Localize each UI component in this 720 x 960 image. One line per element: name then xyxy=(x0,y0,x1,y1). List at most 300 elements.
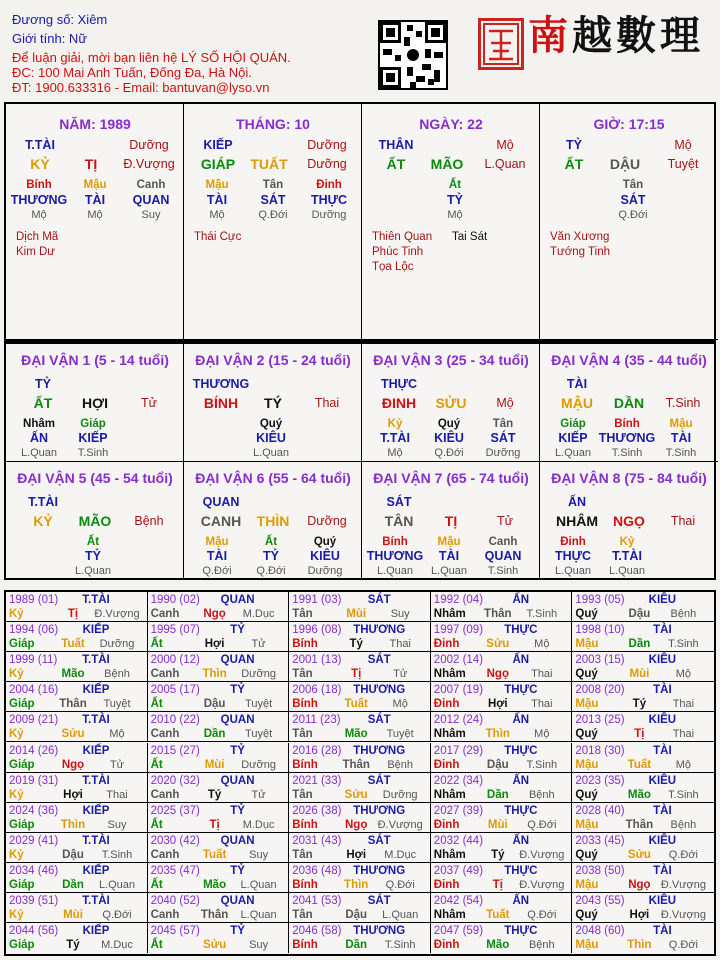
year-stem: Đinh xyxy=(433,698,460,711)
year-branch: Mão xyxy=(203,878,227,891)
year-cell xyxy=(289,773,431,803)
year-stage: Đ.Vượng xyxy=(519,848,565,861)
year-ten-god: TỶ xyxy=(230,744,245,757)
year-stem: Ất xyxy=(150,638,163,651)
year-branch: Dần xyxy=(345,939,368,952)
year-label: 1990 (02) xyxy=(150,594,200,606)
hidden-stem: Ất xyxy=(264,536,278,548)
year-stage: Mộ xyxy=(534,638,550,651)
year-ten-god: THƯƠNG xyxy=(353,925,406,938)
year-stem: Giáp xyxy=(9,939,35,952)
year-label: 2020 (32) xyxy=(150,774,200,787)
dai-van-cell xyxy=(362,462,540,578)
year-cell xyxy=(6,833,148,863)
hidden-stage: Dưỡng xyxy=(485,447,521,459)
year-label: 2000 (12) xyxy=(150,654,200,667)
year-cell xyxy=(148,743,290,773)
year-stem: Kỷ xyxy=(9,909,24,921)
hidden-stage: L.Quan xyxy=(74,565,112,577)
year-label: 2043 (55) xyxy=(575,895,625,907)
pillar-cell xyxy=(540,104,718,340)
year-stem: Quý xyxy=(575,668,598,681)
year-label: 1989 (01) xyxy=(9,594,59,606)
year-ten-god: T.TÀI xyxy=(82,594,110,606)
hidden-stage: Mộ xyxy=(31,209,47,221)
year-stem: Kỷ xyxy=(9,668,24,681)
year-label: 2046 (58) xyxy=(292,925,342,938)
year-branch: Tị xyxy=(634,728,645,741)
hidden-ten-god: QUAN xyxy=(484,549,522,563)
year-stage: Thai xyxy=(389,638,411,651)
year-cell xyxy=(289,923,431,953)
year-label: 2019 (31) xyxy=(9,774,59,787)
year-label: 2048 (60) xyxy=(575,925,625,938)
dai-van-title: ĐẠI VẬN 3 (25 - 34 tuổi) xyxy=(373,352,529,368)
year-stem: Mậu xyxy=(575,638,599,651)
year-cell xyxy=(431,592,573,622)
year-stem: Tân xyxy=(292,668,313,681)
hidden-stem: Quý xyxy=(259,418,283,430)
year-stem: Canh xyxy=(150,909,180,921)
year-stem: Ất xyxy=(150,939,163,952)
year-branch: Sửu xyxy=(344,788,368,801)
year-stem: Giáp xyxy=(9,638,35,651)
hidden-stem: Kỷ xyxy=(619,536,635,548)
year-stem: Kỷ xyxy=(9,728,24,741)
year-ten-god: T.TÀI xyxy=(82,654,110,667)
year-stem: Đinh xyxy=(433,878,460,891)
contact-invite: Để luận giải, mời bạn liên hệ LÝ SỐ HỘI QUÁN. xyxy=(12,50,291,65)
year-branch: Mão xyxy=(61,668,85,681)
year-stage: L.Quan xyxy=(382,909,419,921)
year-stage: Q.Đới xyxy=(527,818,557,831)
year-cell xyxy=(431,622,573,652)
year-stage: Dưỡng xyxy=(99,638,135,651)
hidden-stage: Mộ xyxy=(209,209,225,221)
year-ten-god: KIÊU xyxy=(648,714,677,727)
year-stem: Tân xyxy=(292,909,313,921)
year-stage: Tuyệt xyxy=(245,698,273,711)
shen-sha-star: Dịch Mã xyxy=(16,231,59,243)
year-label: 2023 (35) xyxy=(575,774,625,787)
year-stem: Ất xyxy=(150,878,163,891)
year-ten-god: KIẾP xyxy=(82,864,110,877)
year-label: 2037 (49) xyxy=(433,864,484,877)
year-label: 2018 (30) xyxy=(575,744,625,757)
hidden-stem: Ất xyxy=(448,179,462,191)
year-stage: Bệnh xyxy=(670,818,697,831)
hidden-stage: L.Quan xyxy=(554,447,592,459)
dai-van-title: ĐẠI VẬN 2 (15 - 24 tuổi) xyxy=(195,352,351,368)
year-stem: Quý xyxy=(575,608,598,620)
hidden-stem: Mậu xyxy=(205,536,229,548)
dai-van-stem: ẤT xyxy=(33,395,53,411)
year-stem: Mậu xyxy=(575,818,599,831)
year-label: 2036 (48) xyxy=(292,864,342,877)
gender: Giới tính: Nữ xyxy=(12,31,88,46)
year-label: 2015 (27) xyxy=(150,744,200,757)
year-label: 2045 (57) xyxy=(150,925,200,938)
dai-van-stem: MẬU xyxy=(561,395,593,411)
pillar-stem: KỶ xyxy=(30,156,50,172)
year-stage: Đ.Vượng xyxy=(94,608,140,620)
year-label: 2001 (13) xyxy=(292,654,342,667)
year-cell xyxy=(431,833,573,863)
hidden-ten-god: TÀI xyxy=(206,549,228,563)
year-branch: Dậu xyxy=(203,698,226,711)
dai-van-branch: THÌN xyxy=(256,513,290,529)
year-cell xyxy=(6,712,148,742)
year-stage: Q.Đới xyxy=(527,909,557,921)
year-label: 2005 (17) xyxy=(150,684,200,697)
hidden-stage: Q.Đới xyxy=(202,565,232,577)
year-cell xyxy=(431,863,573,893)
year-stem: Canh xyxy=(150,848,180,861)
shen-sha-star: Tọa Lộc xyxy=(372,261,414,273)
dai-van-branch: MÃO xyxy=(78,513,112,529)
hidden-stage: L.Quan xyxy=(376,565,414,577)
year-ten-god: KIẾP xyxy=(82,684,110,697)
year-label: 2022 (34) xyxy=(433,774,484,787)
year-cell xyxy=(431,743,573,773)
year-branch: Dần xyxy=(628,638,651,651)
year-stem: Nhâm xyxy=(433,668,466,681)
year-cell xyxy=(148,712,290,742)
year-cell xyxy=(6,923,148,953)
year-ten-god: KIÊU xyxy=(648,895,677,907)
year-label: 2007 (19) xyxy=(433,684,484,697)
year-stage: Tử xyxy=(393,668,408,681)
dai-van-cell xyxy=(184,462,362,578)
year-ten-god: SÁT xyxy=(367,594,391,606)
year-stem: Giáp xyxy=(9,758,35,771)
dai-van-title: ĐẠI VẬN 5 (45 - 54 tuổi) xyxy=(17,470,173,486)
dai-van-stem: KỶ xyxy=(33,513,53,529)
year-label: 2029 (41) xyxy=(9,834,59,847)
year-label: 2010 (22) xyxy=(150,714,200,727)
year-cell xyxy=(431,803,573,833)
hidden-ten-god: TÀI xyxy=(206,193,228,207)
year-branch: Thìn xyxy=(60,818,86,831)
hidden-ten-god: KIÊU xyxy=(256,431,286,445)
dai-van-branch: DẦN xyxy=(613,395,645,411)
year-ten-god: KIẾP xyxy=(82,744,110,757)
year-stem: Bính xyxy=(292,758,318,771)
year-branch: Ngọ xyxy=(486,668,509,681)
year-label: 2047 (59) xyxy=(433,925,484,938)
year-stage: Mộ xyxy=(675,668,692,681)
year-stem: Nhâm xyxy=(433,608,466,620)
year-ten-god: TÀI xyxy=(653,624,672,637)
year-cell xyxy=(572,923,714,953)
shen-sha-star: Thái Cực xyxy=(194,231,242,243)
hidden-ten-god: T.TÀI xyxy=(380,431,410,445)
dai-van-status: T.Sinh xyxy=(665,396,701,410)
year-branch: Tuất xyxy=(344,698,368,711)
year-ten-god: THƯƠNG xyxy=(353,744,406,757)
pillar-title: NĂM: 1989 xyxy=(59,116,131,132)
year-stage: Tử xyxy=(251,788,266,801)
year-label: 2004 (16) xyxy=(9,684,59,697)
pillar-status: Đ.Vượng xyxy=(123,157,175,171)
hidden-ten-god: KIÊU xyxy=(310,549,340,563)
year-branch: Ngọ xyxy=(203,608,226,620)
year-stage: Tuyệt xyxy=(386,728,414,741)
pillar-stem: ẤT xyxy=(386,156,406,172)
year-ten-god: T.TÀI xyxy=(82,834,110,847)
year-label: 1994 (06) xyxy=(9,624,59,637)
year-branch: Thân xyxy=(342,758,370,771)
year-ten-god: T.TÀI xyxy=(82,895,110,907)
dai-van-status: Dưỡng xyxy=(307,514,347,528)
year-stem: Canh xyxy=(150,728,180,741)
year-label: 1991 (03) xyxy=(292,594,342,606)
year-stage: Mộ xyxy=(392,698,408,711)
pillar-ten-god: KIẾP xyxy=(203,138,233,152)
hidden-stage: L.Quan xyxy=(20,447,58,459)
pillar-stage: Mộ xyxy=(674,138,692,152)
year-label: 2014 (26) xyxy=(9,744,59,757)
year-label: 2008 (20) xyxy=(575,684,625,697)
year-branch: Thân xyxy=(200,909,229,921)
dai-van-branch: NGỌ xyxy=(613,513,645,529)
hidden-stem: Giáp xyxy=(560,418,586,430)
dai-van-ten-god: TỶ xyxy=(35,377,51,391)
year-ten-god: TỶ xyxy=(230,624,245,637)
year-branch: Dậu xyxy=(486,758,509,771)
year-ten-god: T.TÀI xyxy=(82,774,110,787)
year-branch: Tuất xyxy=(627,758,652,771)
year-branch: Dậu xyxy=(345,909,368,921)
year-stage: Dưỡng xyxy=(382,788,418,801)
year-stem: Đinh xyxy=(433,638,460,651)
year-branch: Ngọ xyxy=(61,758,85,771)
year-ten-god: ẤN xyxy=(512,895,530,907)
year-label: 2006 (18) xyxy=(292,684,342,697)
year-ten-god: ẤN xyxy=(512,834,530,847)
year-cell xyxy=(289,592,431,622)
year-stem: Quý xyxy=(575,909,598,921)
year-cell xyxy=(289,682,431,712)
pillar-stage: Mộ xyxy=(496,138,514,152)
year-stage: Suy xyxy=(107,818,127,831)
year-stem: Canh xyxy=(150,668,180,681)
qr-code[interactable] xyxy=(378,20,448,90)
hidden-ten-god: TÀI xyxy=(84,193,106,207)
year-stage: Tuyệt xyxy=(245,728,273,741)
hidden-stem: Quý xyxy=(313,536,337,548)
year-cell xyxy=(289,833,431,863)
dai-van-title: ĐẠI VẬN 6 (55 - 64 tuổi) xyxy=(195,470,351,486)
dai-van-ten-god: SÁT xyxy=(386,495,412,509)
year-stem: Nhâm xyxy=(433,788,466,801)
hidden-stem: Bính xyxy=(382,536,408,548)
year-stage: M.Dục xyxy=(242,818,275,831)
pillar-cell xyxy=(6,104,184,340)
phone-email[interactable]: ĐT: 1900.633316 - Email: bantuvan@lyso.vn xyxy=(12,80,270,95)
year-stage: Suy xyxy=(249,939,269,952)
year-ten-god: TÀI xyxy=(653,744,672,757)
year-label: 2032 (44) xyxy=(433,834,484,847)
year-stage: Bệnh xyxy=(528,939,555,952)
pillar-ten-god: TỶ xyxy=(566,138,582,152)
year-ten-god: TỶ xyxy=(230,864,245,877)
year-branch: Dần xyxy=(203,728,226,741)
year-stage: Bệnh xyxy=(670,608,697,620)
dai-van-cell xyxy=(540,462,718,578)
year-branch: Thìn xyxy=(344,878,369,891)
year-cell xyxy=(572,592,714,622)
hidden-stage: Mộ xyxy=(447,209,463,221)
year-stage: Thai xyxy=(672,728,695,741)
hidden-ten-god: THỰC xyxy=(554,549,592,563)
brand-logo: 南越數理 xyxy=(528,12,704,59)
pillar-title: NGÀY: 22 xyxy=(419,116,483,132)
hidden-ten-god: THƯƠNG xyxy=(598,431,656,445)
year-stage: Q.Đới xyxy=(668,939,698,952)
year-stem: Nhâm xyxy=(433,909,466,921)
year-branch: Dần xyxy=(62,878,84,891)
year-branch: Thân xyxy=(59,698,87,711)
dai-van-title: ĐẠI VẬN 7 (65 - 74 tuổi) xyxy=(373,470,529,486)
year-stem: Ất xyxy=(150,758,163,771)
year-branch: Sửu xyxy=(61,728,85,741)
year-cell xyxy=(572,682,714,712)
year-cell xyxy=(572,803,714,833)
year-stem: Quý xyxy=(575,848,598,861)
year-label: 2028 (40) xyxy=(575,804,625,817)
hidden-ten-god: ẤN xyxy=(29,431,49,445)
hidden-stage: T.Sinh xyxy=(611,447,643,459)
year-stem: Canh xyxy=(150,788,180,801)
hidden-stage: T.Sinh xyxy=(665,447,697,459)
dai-van-table xyxy=(4,342,716,580)
year-cell xyxy=(289,743,431,773)
year-stage: Đ.Vượng xyxy=(660,909,706,921)
dai-van-status: Thai xyxy=(670,514,696,528)
hidden-stem: Mậu xyxy=(437,536,461,548)
hidden-stage: Mộ xyxy=(87,209,103,221)
hidden-stem: Canh xyxy=(136,179,166,191)
hidden-ten-god: T.TÀI xyxy=(612,549,642,563)
hidden-stem: Nhâm xyxy=(23,418,55,430)
pillar-ten-god: THÂN xyxy=(378,138,414,152)
year-branch: Hợi xyxy=(629,909,650,921)
year-label: 2034 (46) xyxy=(9,864,59,877)
year-branch: Thân xyxy=(625,818,654,831)
year-stage: Dưỡng xyxy=(241,758,276,771)
year-stem: Đinh xyxy=(433,758,460,771)
year-stage: Mộ xyxy=(534,728,550,741)
dai-van-title: ĐẠI VẬN 8 (75 - 84 tuổi) xyxy=(551,470,707,486)
year-stage: L.Quan xyxy=(240,909,277,921)
hidden-ten-god: THƯƠNG xyxy=(366,549,424,563)
year-ten-god: THỰC xyxy=(504,744,538,757)
year-cell xyxy=(148,682,290,712)
year-stage: Mộ xyxy=(675,758,692,771)
year-label: 2027 (39) xyxy=(433,804,484,817)
year-stage: T.Sinh xyxy=(101,848,133,861)
year-ten-god: TỶ xyxy=(230,804,245,817)
year-label: 2042 (54) xyxy=(433,895,484,907)
year-stage: Đ.Vượng xyxy=(660,878,706,891)
shen-sha-star: Tướng Tinh xyxy=(550,246,610,258)
hidden-ten-god: SÁT xyxy=(260,193,286,207)
year-ten-god: SÁT xyxy=(367,774,391,787)
year-label: 1997 (09) xyxy=(433,624,484,637)
year-ten-god: SÁT xyxy=(367,714,391,727)
hidden-stage: Dưỡng xyxy=(311,209,347,221)
pillar-branch: MÃO xyxy=(430,156,464,172)
year-branch: Mão xyxy=(627,788,651,801)
dai-van-cell xyxy=(6,344,184,462)
hidden-stage: Q.Đới xyxy=(256,565,286,577)
year-stem: Bính xyxy=(292,698,318,711)
year-stem: Đinh xyxy=(433,818,460,831)
year-ten-god: KIẾP xyxy=(82,624,110,637)
hidden-stem: Tân xyxy=(622,179,644,191)
year-label: 2024 (36) xyxy=(9,804,59,817)
year-branch: Hợi xyxy=(487,698,508,711)
year-label: 2031 (43) xyxy=(292,834,342,847)
year-cell xyxy=(431,712,573,742)
hidden-stage: Suy xyxy=(141,209,161,221)
hidden-stage: L.Quan xyxy=(252,447,290,459)
year-ten-god: THỰC xyxy=(504,624,538,637)
year-cell xyxy=(6,682,148,712)
year-label: 1996 (08) xyxy=(292,624,342,637)
hidden-stem: Đinh xyxy=(560,536,586,548)
year-cell xyxy=(431,773,573,803)
year-stage: Thai xyxy=(531,668,553,681)
chart-header xyxy=(0,0,720,100)
year-cell xyxy=(6,652,148,682)
year-branch: Ngọ xyxy=(628,878,651,891)
hidden-ten-god: THƯƠNG xyxy=(10,193,68,207)
pillar-stage: Dưỡng xyxy=(129,138,169,152)
hidden-stage: T.Sinh xyxy=(77,447,109,459)
year-cell xyxy=(289,652,431,682)
dai-van-ten-god: QUAN xyxy=(202,495,240,509)
year-stage: Suy xyxy=(249,848,269,861)
seal-icon xyxy=(481,21,521,67)
year-branch: Tị xyxy=(351,668,362,681)
year-label: 2013 (25) xyxy=(575,714,625,727)
year-cell xyxy=(6,893,148,923)
year-stem: Quý xyxy=(575,788,598,801)
hidden-stem: Ất xyxy=(86,536,100,548)
year-branch: Ngọ xyxy=(345,818,368,831)
year-label: 2039 (51) xyxy=(9,895,59,907)
shen-sha-star: Kim Dư xyxy=(16,246,56,258)
dai-van-branch: SỬU xyxy=(435,395,467,411)
year-ten-god: THỰC xyxy=(504,925,538,938)
year-ten-god: ẤN xyxy=(512,774,530,787)
year-cell xyxy=(572,773,714,803)
year-cell xyxy=(289,863,431,893)
year-ten-god: TÀI xyxy=(653,804,672,817)
year-stem: Bính xyxy=(292,878,318,891)
pillar-stem: GIÁP xyxy=(200,156,236,172)
year-label: 1995 (07) xyxy=(150,624,200,637)
year-cell xyxy=(148,803,290,833)
year-stage: Q.Đới xyxy=(385,878,415,891)
year-branch: Thìn xyxy=(627,939,652,952)
dai-van-branch: TỊ xyxy=(444,513,458,529)
year-cell xyxy=(6,743,148,773)
year-cell xyxy=(289,803,431,833)
pillar-cell xyxy=(184,104,362,340)
